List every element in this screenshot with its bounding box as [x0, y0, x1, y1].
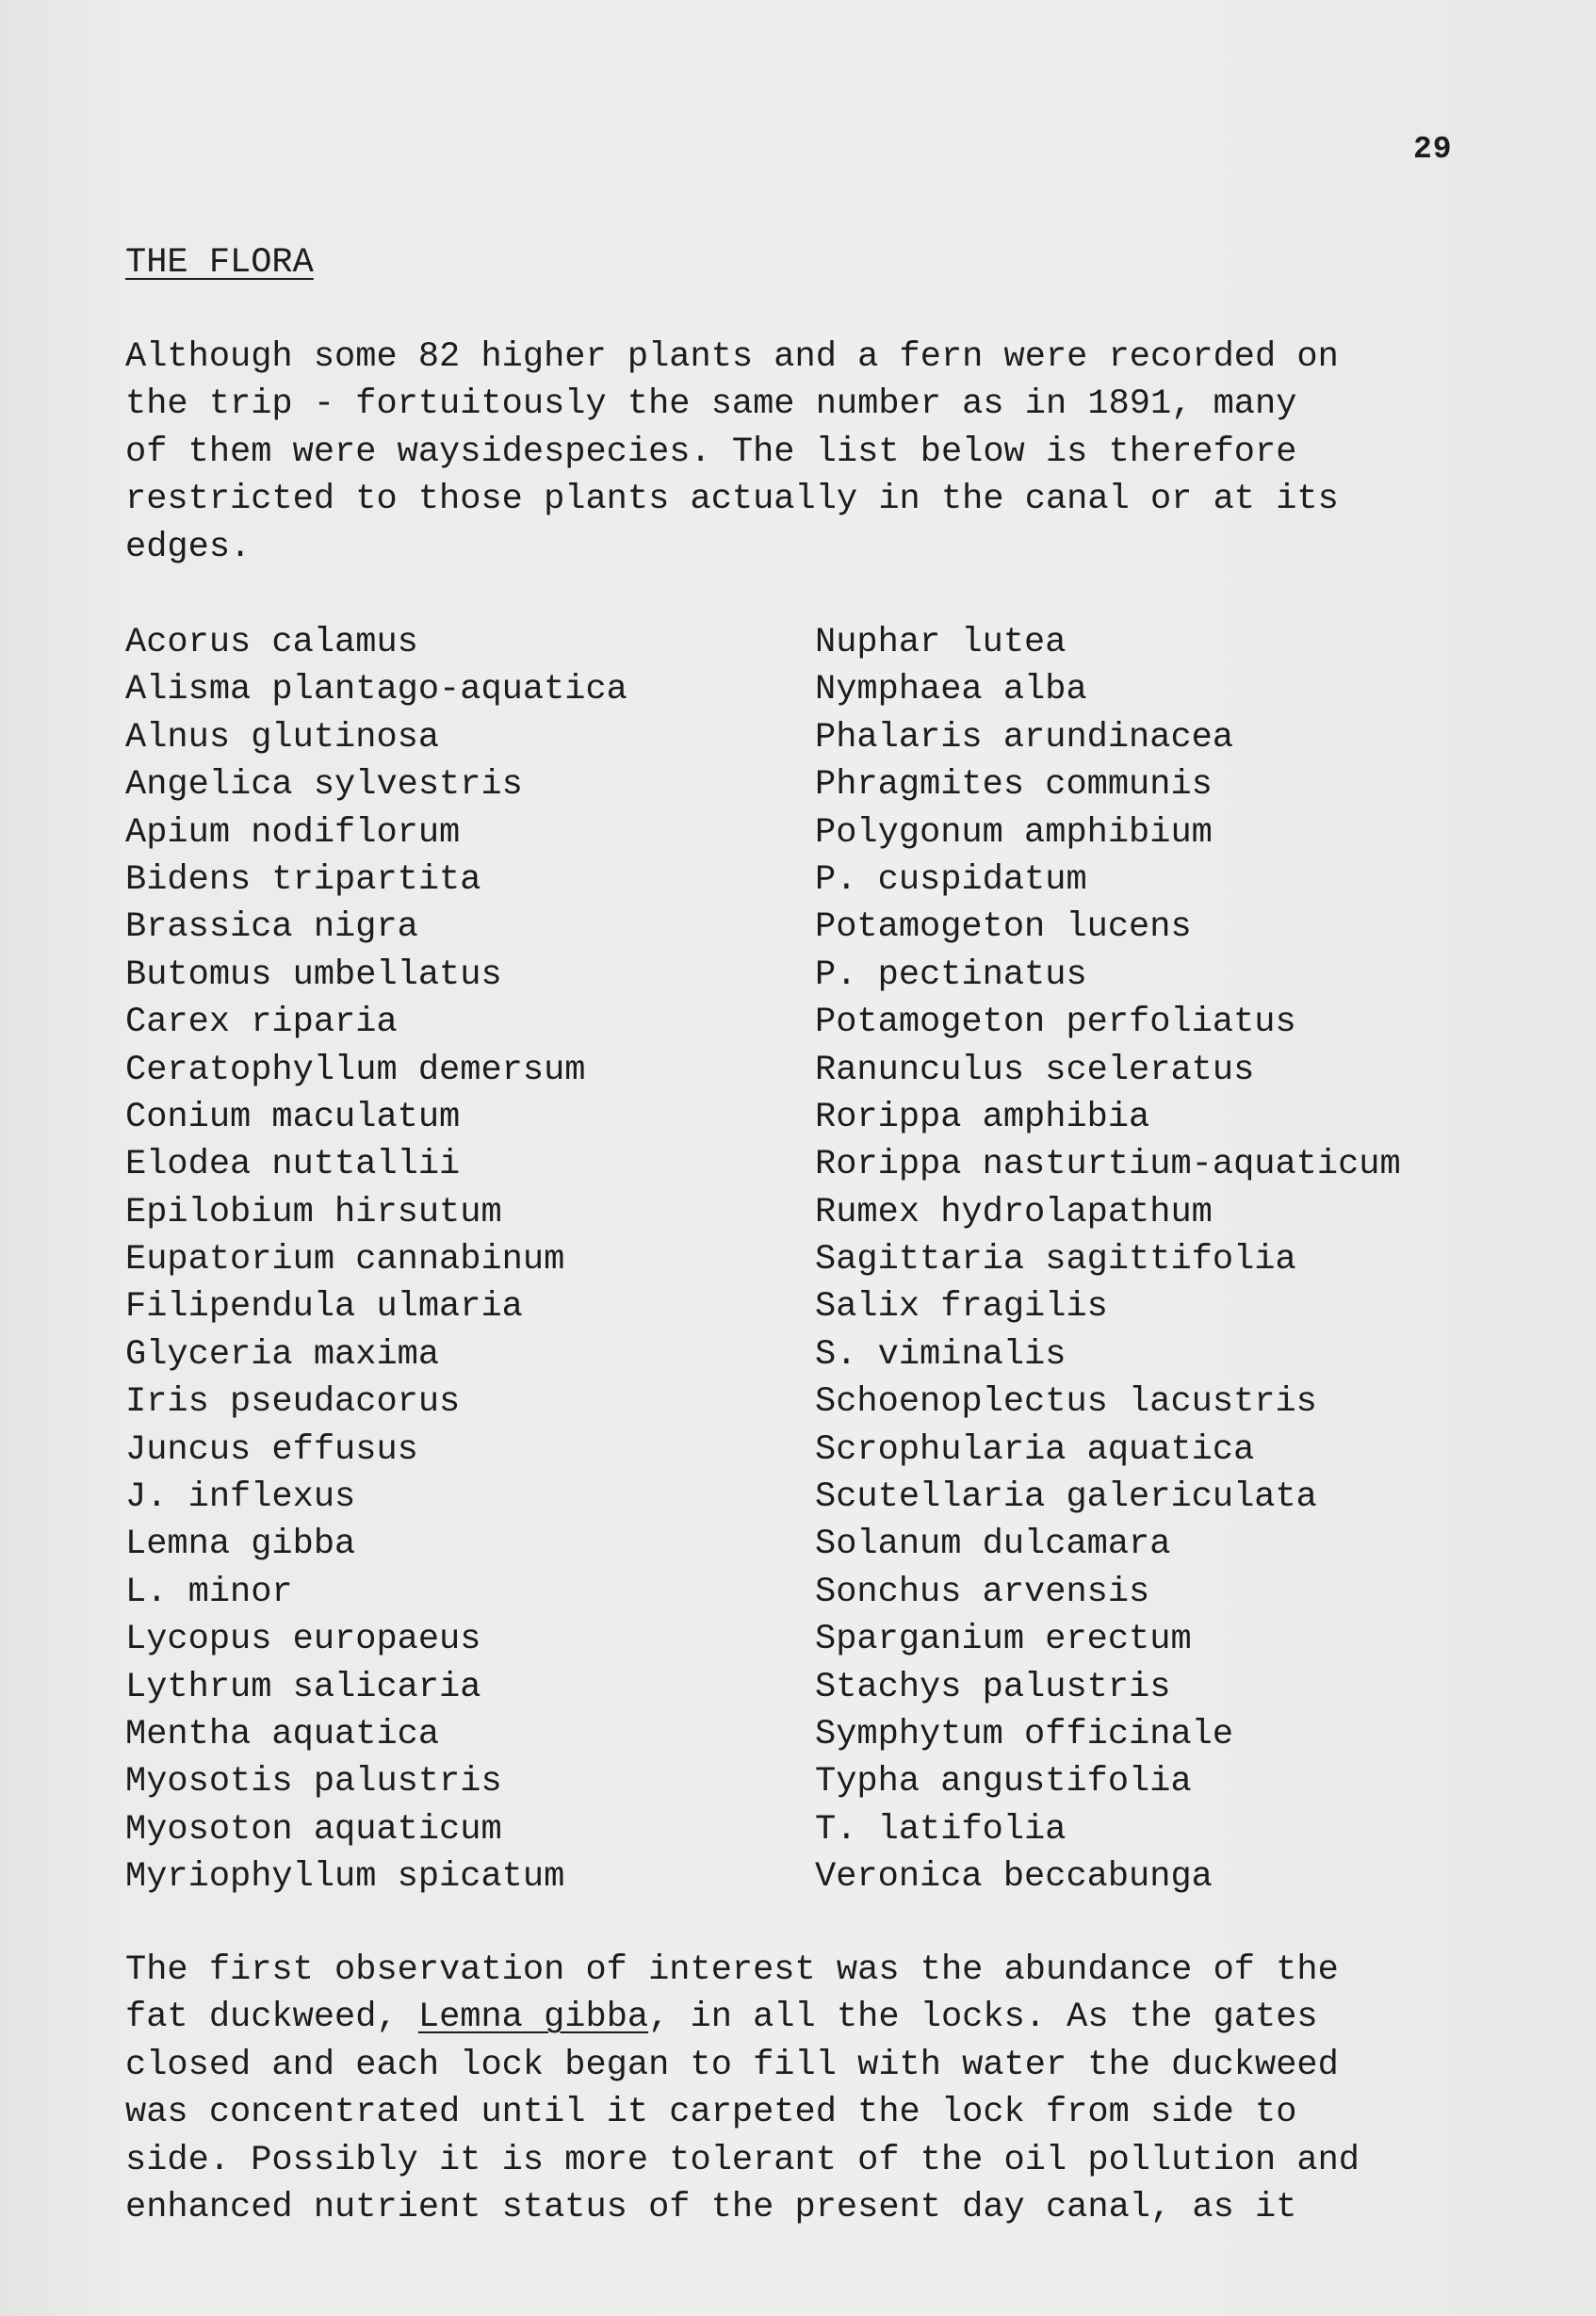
page-number: 29 — [1413, 132, 1453, 167]
species-item: Typha angustifolia — [815, 1762, 1192, 1802]
species-item: Phalaris arundinacea — [815, 717, 1234, 758]
species-item: Mentha aquatica — [125, 1714, 440, 1754]
species-item: S. viminalis — [815, 1334, 1067, 1375]
species-item: P. pectinatus — [815, 954, 1087, 995]
species-item: Nymphaea alba — [815, 670, 1087, 710]
species-item: Sparganium erectum — [815, 1620, 1192, 1660]
species-item: Scrophularia aquatica — [815, 1429, 1255, 1470]
species-item: P. cuspidatum — [815, 859, 1087, 900]
species-item: Apium nodiflorum — [125, 812, 461, 853]
species-item: Polygonum amphibium — [815, 812, 1213, 853]
species-item: Juncus effusus — [125, 1429, 418, 1470]
section-heading: THE FLORA — [125, 243, 314, 283]
observation-paragraph — [125, 1947, 1360, 2231]
species-item: Sonchus arvensis — [815, 1572, 1150, 1612]
species-item: T. latifolia — [815, 1809, 1067, 1850]
species-item: Alisma plantago-aquatica — [125, 670, 627, 710]
species-item: Conium maculatum — [125, 1097, 461, 1137]
species-item: Sagittaria sagittifolia — [815, 1240, 1296, 1280]
species-item: Glyceria maxima — [125, 1334, 440, 1375]
intro-line: edges. — [125, 527, 252, 567]
species-item: Lycopus europaeus — [125, 1620, 481, 1660]
species-item: Elodea nuttallii — [125, 1145, 461, 1185]
species-item: Angelica sylvestris — [125, 765, 523, 806]
species-item: Veronica beccabunga — [815, 1857, 1213, 1898]
species-item: Rumex hydrolapathum — [815, 1192, 1213, 1232]
species-list-left — [125, 619, 627, 1901]
species-item: Iris pseudacorus — [125, 1382, 461, 1423]
paragraph-line: enhanced nutrient status of the present day canal, as it — [125, 2187, 1297, 2227]
species-item: J. inflexus — [125, 1477, 356, 1518]
paragraph-line — [125, 1994, 1360, 2041]
species-item: Ceratophyllum demersum — [125, 1050, 586, 1090]
species-item: Phragmites communis — [815, 765, 1213, 806]
species-item: Alnus glutinosa — [125, 717, 440, 758]
species-item: Solanum dulcamara — [815, 1525, 1171, 1565]
intro-line: of them were waysidespecies. The list below is therefore — [125, 432, 1297, 472]
species-item: Myosotis palustris — [125, 1762, 502, 1802]
species-item: Schoenoplectus lacustris — [815, 1382, 1317, 1423]
species-item: Rorippa amphibia — [815, 1097, 1150, 1137]
species-item: L. minor — [125, 1572, 293, 1612]
species-item: Eupatorium cannabinum — [125, 1240, 565, 1280]
species-item: Filipendula ulmaria — [125, 1287, 523, 1328]
intro-line: the trip - fortuitously the same number as in 1891, many — [125, 384, 1297, 425]
paragraph-line: closed and each lock began to fill with water the duckweed — [125, 2045, 1339, 2085]
intro-line: restricted to those plants actually in the canal or at its — [125, 480, 1339, 520]
species-item: Lythrum salicaria — [125, 1667, 481, 1707]
species-item: Butomus umbellatus — [125, 954, 502, 995]
species-item: Acorus calamus — [125, 623, 418, 662]
species-list-right — [815, 619, 1401, 1901]
species-item: Potamogeton lucens — [815, 907, 1192, 948]
species-item: Bidens tripartita — [125, 859, 481, 900]
intro-paragraph — [125, 334, 1339, 571]
species-item: Stachys palustris — [815, 1667, 1171, 1707]
underlined-species-name: Lemna gibba — [417, 1998, 649, 2038]
paragraph-line: was concentrated until it carpeted the lock from side to — [125, 2093, 1297, 2133]
species-item: Epilobium hirsutum — [125, 1192, 502, 1232]
species-item: Rorippa nasturtium-aquaticum — [815, 1145, 1401, 1185]
paragraph-line: side. Possibly it is more tolerant of the oil pollution and — [125, 2140, 1360, 2180]
line-text: , in all the locks. As the gates — [648, 1998, 1318, 2038]
species-item: Myriophyllum spicatum — [125, 1857, 565, 1898]
intro-line: Although some 82 higher plants and a fern were recorded on — [125, 337, 1339, 377]
species-item: Potamogeton perfoliatus — [815, 1003, 1296, 1043]
species-item: Carex riparia — [125, 1003, 398, 1043]
species-item: Brassica nigra — [125, 907, 418, 948]
species-item: Myosoton aquaticum — [125, 1809, 502, 1850]
species-item: Nuphar lutea — [815, 623, 1067, 662]
species-item: Scutellaria galericulata — [815, 1477, 1317, 1518]
species-item: Salix fragilis — [815, 1287, 1108, 1328]
species-item: Lemna gibba — [125, 1525, 356, 1565]
species-item: Ranunculus sceleratus — [815, 1050, 1255, 1090]
species-item: Symphytum officinale — [815, 1714, 1234, 1754]
paragraph-line: The first observation of interest was the abundance of the — [125, 1950, 1339, 1990]
line-text: fat duckweed, — [125, 1998, 418, 2038]
